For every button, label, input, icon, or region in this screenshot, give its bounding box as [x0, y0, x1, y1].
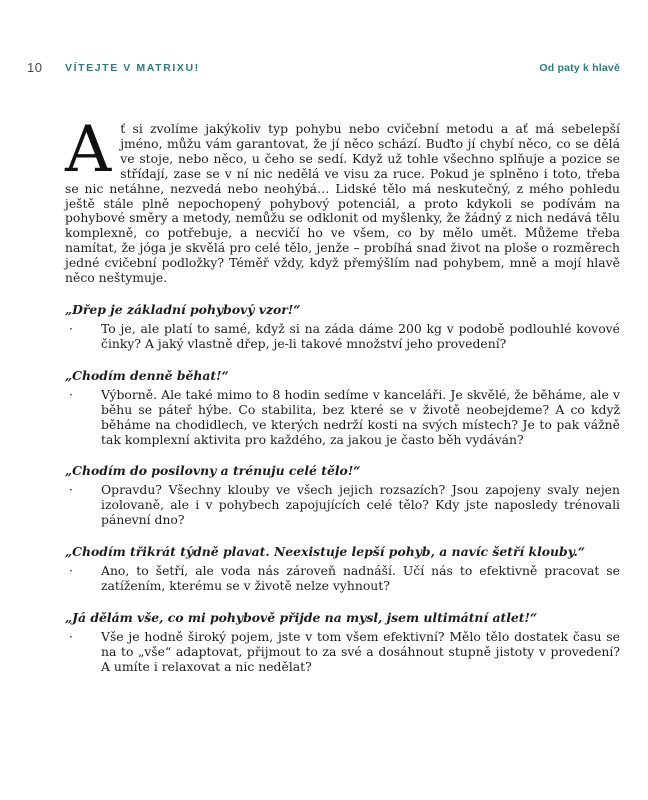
- qa-section: [65, 463, 620, 528]
- quote-heading: „Dřep je základní pohybový vzor!“: [65, 301, 301, 317]
- bullet-marker: ·: [69, 564, 73, 579]
- bullet-item: [65, 483, 620, 528]
- qa-section: [65, 544, 620, 594]
- bullet-text: Ano, to šetří, ale voda nás zároveň nadnáší. Učí nás to efektivně pracovat se zatížením, kterému se v životě nelze vyhnout?: [101, 563, 620, 594]
- bullet-item: [65, 322, 620, 352]
- bullet-text: To je, ale platí to samé, když si na záda dáme 200 kg v podobě podlouhlé kovové činky? A jaký vlastně dřep, je-li takové množství jeho provedení?: [101, 320, 620, 351]
- qa-section: [65, 368, 620, 448]
- bullet-text: Vše je hodně široký pojem, jste v tom všem efektivní? Mělo tělo dostatek času se na to „vše“ adaptovat, přijmout to za své a dosáhnout stupně jistoty v provedení? A umíte i relaxovat a nic nedělat?: [101, 628, 620, 674]
- qa-section: [65, 302, 620, 352]
- qa-section: [65, 610, 620, 675]
- bullet-marker: ·: [69, 321, 73, 336]
- intro-text: ť si zvolíme jakýkoliv typ pohybu nebo cvičební metodu a ať má sebelepší jméno, můžu vám garantovat, že jí něco schází. Buďto jí chybí něco, co se dělá ve stoje, nebo něco, u čeho se sedí. Když už tohle všechno splňuje a pozice se střídají, zase se v ní nic nedělá ve visu za ruce. Pokud je splněno i toto, třeba se nic netáhne, nezvedá nebo neohýbá… Lidské tělo má neskutečný, z mého pohledu ještě stále plně nepochopený pohybový potenciál, a proto kdykoli se podívám na pohybové směry a metody, nemůžu se odklonit od myšlenky, že žádný z nich nedává tělu komplexně, co potřebuje, a necvičí ho ve všem, co by mělo umět. Můžeme třeba namítat, že jóga je skvělá pro celé tělo, jenže – probíhá snad život na ploše o rozměrech jedné cvičební podložky? Téměř vždy, když přemýšlím nad pohybem, mně a mojí hlavě něco neštymuje.: [65, 121, 620, 286]
- bullet-marker: ·: [69, 483, 73, 498]
- bullet-marker: ·: [69, 387, 73, 402]
- quote-heading: „Já dělám vše, co mi pohybově přijde na mysl, jsem ultimátní atlet!“: [65, 609, 538, 625]
- bullet-marker: ·: [69, 629, 73, 644]
- bullet-item: [65, 388, 620, 448]
- bullet-text: Opravdu? Všechny klouby ve všech jejich rozsazích? Jsou zapojeny svaly nejen izolovaně, ale i v pohybech zapojujících celé tělo? Kdy jste naposledy trénovali pánevní dno?: [101, 482, 620, 528]
- chapter-title: Od paty k hlavě: [539, 62, 620, 74]
- bullet-text: Výborně. Ale také mimo to 8 hodin sedíme v kanceláři. Je skvělé, že běháme, ale v běhu se páteř hýbe. Co stabilita, bez které se v životě neobejdeme? A co když běháme na chodidlech, ve kterých nedrží kosti na svých místech? Je to pak vážně tak komplexní aktivita pro každého, za jakou je často běh vydáván?: [101, 386, 620, 447]
- bullet-item: [65, 630, 620, 675]
- running-title: VÍTEJTE V MATRIXU!: [65, 62, 200, 74]
- quote-heading: „Chodím denně běhat!“: [65, 367, 229, 383]
- running-header: [27, 60, 620, 78]
- quote-heading: „Chodím třikrát týdně plavat. Neexistuje lepší pohyb, a navíc šetří klouby.“: [65, 544, 585, 560]
- intro-paragraph: [65, 113, 620, 286]
- page-number: 10: [27, 60, 43, 75]
- quote-heading: „Chodím do posilovny a trénuju celé tělo!“: [65, 463, 361, 479]
- bullet-item: [65, 564, 620, 594]
- drop-cap: A: [65, 113, 112, 187]
